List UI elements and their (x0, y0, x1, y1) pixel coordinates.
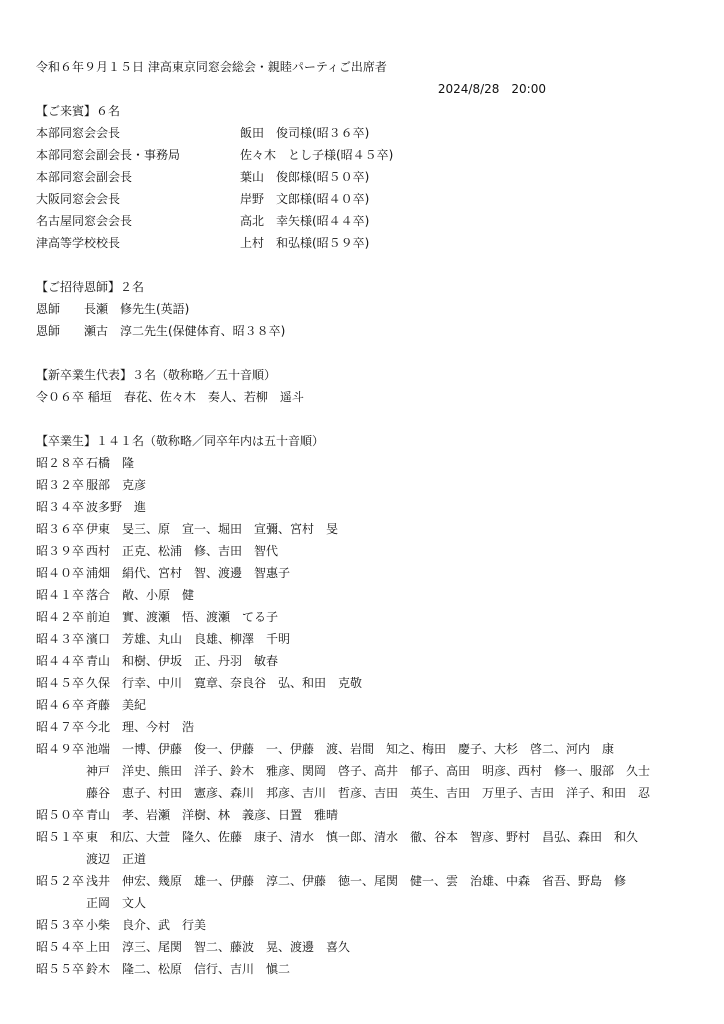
grad-names: 小柴 良介、武 行美 (86, 918, 207, 932)
guest-role: 本部同窓会副会長 (36, 170, 133, 184)
document-title: 令和６年９月１５日 津高東京同窓会総会・親睦パーティご出席者 (36, 60, 387, 74)
grad-year: 昭５０卒 (36, 808, 85, 822)
grad-names: 藤谷 恵子、村田 憲彦、森川 邦彦、吉川 哲彦、吉田 英生、吉田 万里子、吉田 洋子、和田 忍 (86, 786, 651, 800)
grad-names: 石橋 隆 (86, 456, 135, 470)
guest-name: 飯田 俊司様(昭３６卒) (240, 126, 370, 140)
teacher-row: 恩師 瀬古 淳二先生(保健体育、昭３８卒) (36, 324, 286, 338)
guest-role: 津高等学校校長 (36, 236, 121, 250)
grad-year: 昭４３卒 (36, 632, 85, 646)
guest-role: 本部同窓会副会長・事務局 (36, 148, 181, 162)
grad-year: 昭３４卒 (36, 500, 85, 514)
grad-year: 昭４６卒 (36, 698, 85, 712)
guest-role: 名古屋同窓会会長 (36, 214, 133, 228)
grad-year: 昭５５卒 (36, 962, 85, 976)
grad-names: 神戸 洋史、熊田 洋子、鈴木 雅彦、関岡 啓子、高井 郁子、高田 明彦、西村 修一、服部 久士 (86, 764, 651, 778)
grad-names: 久保 行幸、中川 寛章、奈良谷 弘、和田 克敬 (86, 676, 363, 690)
grad-names: 濱口 芳雄、丸山 良雄、柳澤 千明 (86, 632, 291, 646)
grad-year: 昭５２卒 (36, 874, 85, 888)
new-grads-heading: 【新卒業生代表】３名（敬称略／五十音順） (36, 368, 277, 382)
guest-name: 高北 幸矢様(昭４４卒) (240, 214, 370, 228)
new-grads-line: 令０６卒 稲垣 春花、佐々木 奏人、若柳 遥斗 (36, 390, 304, 404)
grad-year: 昭５１卒 (36, 830, 85, 844)
grad-names: 池端 一博、伊藤 俊一、伊藤 一、伊藤 渡、岩間 知之、梅田 慶子、大杉 啓二、河内 康 (86, 742, 615, 756)
grad-year: 昭４２卒 (36, 610, 85, 624)
grad-names: 西村 正克、松浦 修、吉田 智代 (86, 544, 279, 558)
guest-role: 本部同窓会会長 (36, 126, 121, 140)
grad-year: 昭５３卒 (36, 918, 85, 932)
grad-year: 昭２８卒 (36, 456, 85, 470)
guest-name: 葉山 俊郎様(昭５０卒) (240, 170, 370, 184)
grad-names: 渡辺 正道 (86, 852, 147, 866)
grad-names: 斉藤 美紀 (86, 698, 147, 712)
guest-role: 大阪同窓会会長 (36, 192, 121, 206)
grad-year: 昭４５卒 (36, 676, 85, 690)
document-timestamp: 2024/8/28 20:00 (437, 82, 546, 96)
guest-name: 岸野 文郎様(昭４０卒) (240, 192, 370, 206)
grad-names: 浦畑 絹代、宮村 智、渡邊 智惠子 (86, 566, 291, 580)
grad-year: 昭３６卒 (36, 522, 85, 536)
guests-heading: 【ご来賓】６名 (36, 104, 121, 118)
grad-year: 昭４７卒 (36, 720, 85, 734)
grad-names: 服部 克彦 (86, 478, 147, 492)
grad-names: 東 和広、大萱 隆久、佐藤 康子、清水 慎一郎、清水 徹、谷本 智彦、野村 昌弘、森田 和久 (86, 830, 639, 844)
grad-names: 浅井 伸宏、幾原 雄一、伊藤 淳二、伊藤 徳一、尾関 健一、雲 治雄、中森 省吾、野島 修 (86, 874, 627, 888)
grad-names: 上田 淳三、尾関 智二、藤波 晃、渡邊 喜久 (86, 940, 351, 954)
teachers-heading: 【ご招待恩師】２名 (36, 280, 145, 294)
alumni-heading: 【卒業生】１４１名（敬称略／同卒年内は五十音順） (36, 434, 325, 448)
grad-year: 昭４１卒 (36, 588, 85, 602)
grad-names: 青山 孝、岩瀬 洋樹、林 義彦、日置 雅晴 (86, 808, 339, 822)
grad-year: 昭４９卒 (36, 742, 85, 756)
grad-year: 昭４０卒 (36, 566, 85, 580)
guest-name: 佐々木 とし子様(昭４５卒) (240, 148, 394, 162)
teacher-row: 恩師 長瀬 修先生(英語) (36, 302, 190, 316)
grad-names: 青山 和樹、伊坂 正、丹羽 敏春 (86, 654, 279, 668)
guest-name: 上村 和弘様(昭５９卒) (240, 236, 370, 250)
grad-year: 昭５４卒 (36, 940, 85, 954)
grad-year: 昭４４卒 (36, 654, 85, 668)
grad-names: 今北 理、今村 浩 (86, 720, 195, 734)
grad-names: 落合 敞、小原 健 (86, 588, 195, 602)
grad-names: 鈴木 隆二、松原 信行、吉川 愼二 (86, 962, 291, 976)
grad-names: 伊東 旻三、原 宣一、堀田 宣彌、宮村 旻 (86, 522, 339, 536)
grad-names: 前迫 實、渡瀬 悟、渡瀬 てる子 (86, 610, 279, 624)
grad-names: 正岡 文人 (86, 896, 147, 910)
grad-year: 昭３９卒 (36, 544, 85, 558)
grad-names: 波多野 進 (86, 500, 147, 514)
grad-year: 昭３２卒 (36, 478, 85, 492)
